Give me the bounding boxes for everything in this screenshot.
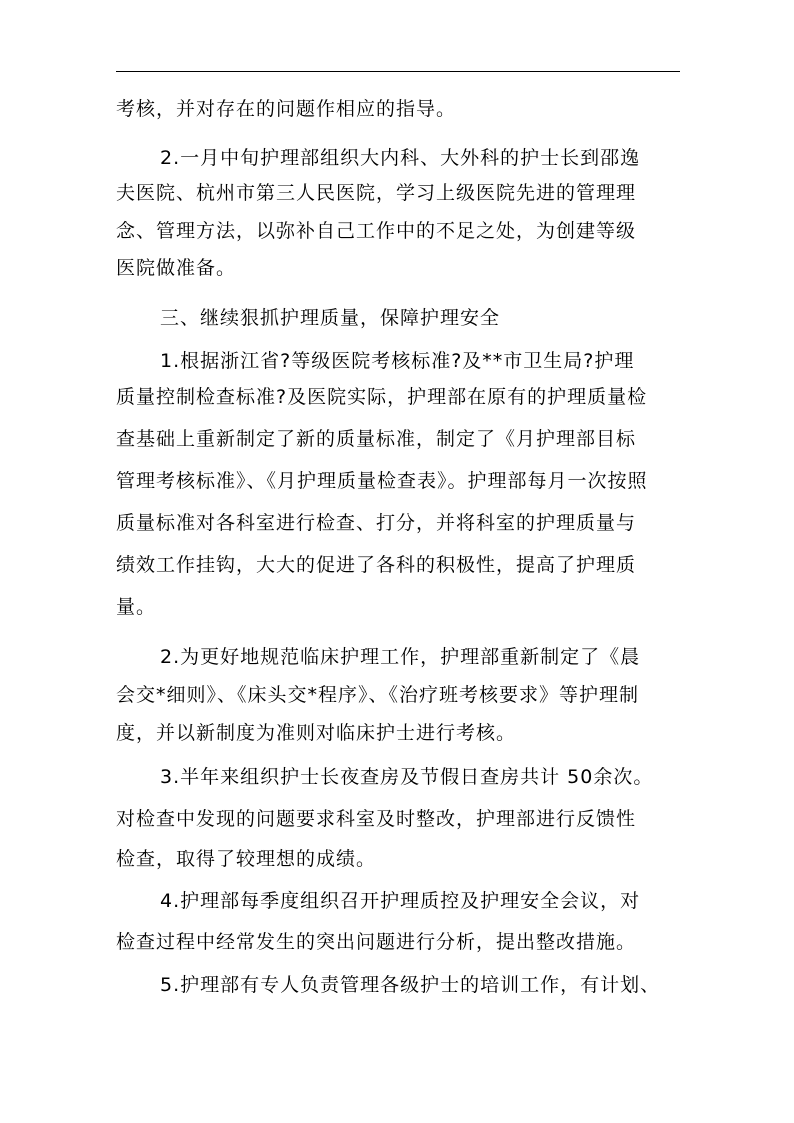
text-line: 4.护理部每季度组织召开护理质控及护理安全会议，对 — [160, 890, 641, 912]
header-rule — [116, 71, 680, 72]
text-line: 质量控制检查标准?及医院实际，护理部在原有的护理质量检 — [116, 386, 648, 408]
text-line: 念、管理方法，以弥补自己工作中的不足之处，为创建等级 — [116, 220, 637, 242]
text-line: 管理考核标准》、《月护理质量检查表》。护理部每月一次按照 — [116, 470, 648, 492]
text-line: 查基础上重新制定了新的质量标准，制定了《月护理部目标 — [116, 428, 637, 450]
text-line: 考核，并对存在的问题作相应的指导。 — [116, 98, 457, 120]
text-line: 3.半年来组织护士长夜查房及节假日查房共计 50余次。 — [160, 766, 654, 788]
text-line: 绩效工作挂钩，大大的促进了各科的积极性，提高了护理质 — [116, 554, 637, 576]
section-heading: 三、继续狠抓护理质量，保障护理安全 — [160, 307, 501, 329]
text-line: 夫医院、杭州市第三人民医院，学习上级医院先进的管理理 — [116, 182, 637, 204]
text-line: 检查，取得了较理想的成绩。 — [116, 848, 377, 870]
text-line: 2.一月中旬护理部组织大内科、大外科的护士长到邵逸 — [160, 147, 641, 169]
text-line: 2.为更好地规范临床护理工作，护理部重新制定了《晨 — [160, 646, 641, 668]
text-line: 对检查中发现的问题要求科室及时整改，护理部进行反馈性 — [116, 808, 637, 830]
text-line: 医院做准备。 — [116, 257, 237, 279]
text-line: 5.护理部有专人负责管理各级护士的培训工作，有计划、 — [160, 974, 661, 996]
text-line: 1.根据浙江省?等级医院考核标准?及**市卫生局?护理 — [160, 350, 635, 372]
text-line: 检查过程中经常发生的突出问题进行分析，提出整改措施。 — [116, 931, 637, 953]
text-line: 度，并以新制度为准则对临床护士进行考核。 — [116, 722, 517, 744]
text-line: 会交*细则》、《床头交*程序》、《治疗班考核要求》等护理制 — [116, 684, 640, 706]
text-line: 量。 — [116, 596, 157, 618]
text-line: 质量标准对各科室进行检查、打分，并将科室的护理质量与 — [116, 512, 637, 534]
